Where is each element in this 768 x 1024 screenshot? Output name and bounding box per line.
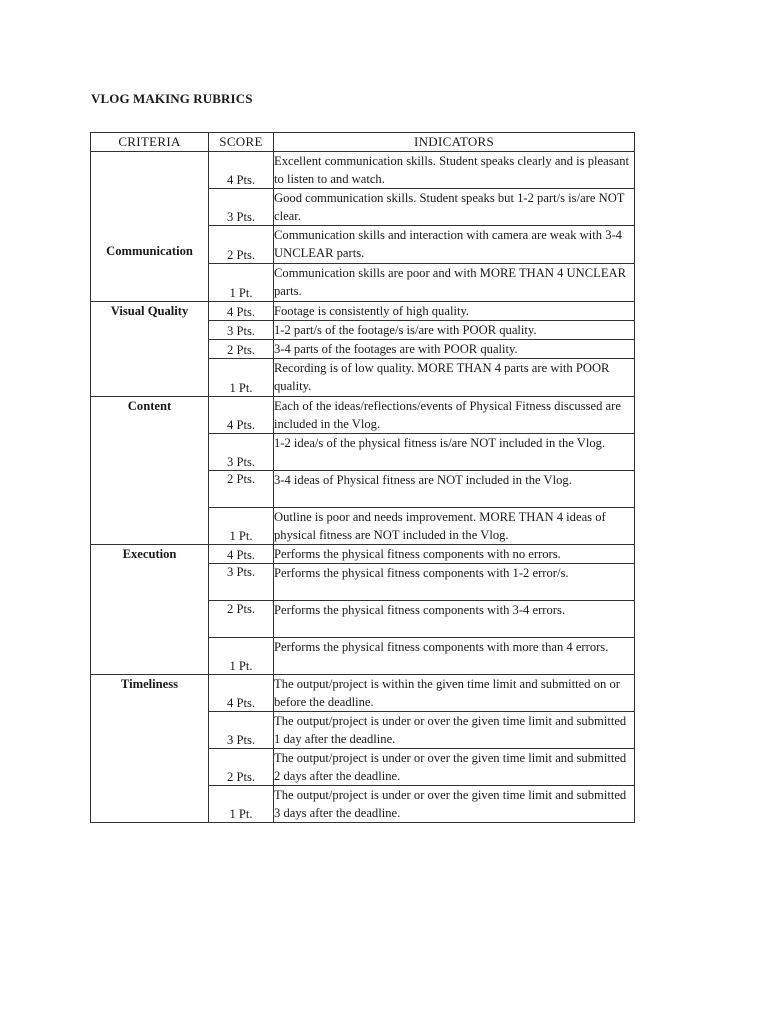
criterion-label: Execution [122,547,177,561]
score-cell: 3 Pts. [209,712,274,749]
score-cell: 3 Pts. [209,564,274,601]
rubric-table [90,132,635,823]
indicator-cell: 3-4 parts of the footages are with POOR quality. [274,340,635,359]
table-row [91,675,635,712]
criterion-label: Communication [106,244,193,258]
indicator-cell: 3-4 ideas of Physical fitness are NOT included in the Vlog. [274,471,635,508]
score-cell: 1 Pt. [209,264,274,302]
indicator-cell: Outline is poor and needs improvement. MORE THAN 4 ideas of physical fitness are NOT included in the Vlog. [274,508,635,545]
header-row [91,133,635,152]
score-cell: 2 Pts. [209,226,274,264]
indicator-cell: Excellent communication skills. Student speaks clearly and is pleasant to listen to and watch. [274,152,635,189]
table-row [91,302,635,321]
score-cell: 2 Pts. [209,471,274,508]
indicator-cell: The output/project is under or over the given time limit and submitted 2 days after the deadline. [274,749,635,786]
score-cell: 4 Pts. [209,302,274,321]
score-cell: 1 Pt. [209,508,274,545]
criterion-cell [91,675,209,823]
criterion-cell [91,152,209,302]
document-title: VLOG MAKING RUBRICS [91,91,253,106]
criterion-label: Timeliness [120,677,179,691]
indicator-cell: 1-2 part/s of the footage/s is/are with POOR quality. [274,321,635,340]
indicator-cell: Good communication skills. Student speaks but 1-2 part/s is/are NOT clear. [274,189,635,226]
score-cell: 1 Pt. [209,359,274,397]
criterion-cell [91,397,209,545]
score-cell: 4 Pts. [209,675,274,712]
indicator-cell: Performs the physical fitness components with no errors. [274,545,635,564]
score-header: SCORE [209,133,274,152]
criteria-header: CRITERIA [91,133,209,152]
indicator-cell: 1-2 idea/s of the physical fitness is/are NOT included in the Vlog. [274,434,635,471]
score-cell: 3 Pts. [209,189,274,226]
score-cell: 2 Pts. [209,749,274,786]
score-cell: 4 Pts. [209,152,274,189]
indicator-cell: Communication skills and interaction with camera are weak with 3-4 UNCLEAR parts. [274,226,635,264]
indicator-cell: Performs the physical fitness components with 1-2 error/s. [274,564,635,601]
score-cell: 1 Pt. [209,638,274,675]
criterion-cell [91,545,209,675]
indicator-cell: Performs the physical fitness components with more than 4 errors. [274,638,635,675]
indicator-cell: Communication skills are poor and with MORE THAN 4 UNCLEAR parts. [274,264,635,302]
score-cell: 4 Pts. [209,397,274,434]
indicator-cell: The output/project is within the given time limit and submitted on or before the deadline. [274,675,635,712]
indicator-cell: Performs the physical fitness components with 3-4 errors. [274,601,635,638]
indicator-cell: Each of the ideas/reflections/events of Physical Fitness discussed are included in the Vlog. [274,397,635,434]
table-row [91,152,635,189]
table-row [91,397,635,434]
indicators-header: INDICATORS [274,133,635,152]
indicator-cell: Footage is consistently of high quality. [274,302,635,321]
score-cell: 3 Pts. [209,434,274,471]
score-cell: 1 Pt. [209,786,274,823]
score-cell: 3 Pts. [209,321,274,340]
criterion-cell [91,302,209,397]
score-cell: 4 Pts. [209,545,274,564]
indicator-cell: The output/project is under or over the given time limit and submitted 1 day after the deadline. [274,712,635,749]
criterion-label: Visual Quality [110,304,189,318]
indicator-cell: The output/project is under or over the given time limit and submitted 3 days after the deadline. [274,786,635,823]
criterion-label: Content [127,399,172,413]
score-cell: 2 Pts. [209,340,274,359]
indicator-cell: Recording is of low quality. MORE THAN 4 parts are with POOR quality. [274,359,635,397]
score-cell: 2 Pts. [209,601,274,638]
table-row [91,545,635,564]
